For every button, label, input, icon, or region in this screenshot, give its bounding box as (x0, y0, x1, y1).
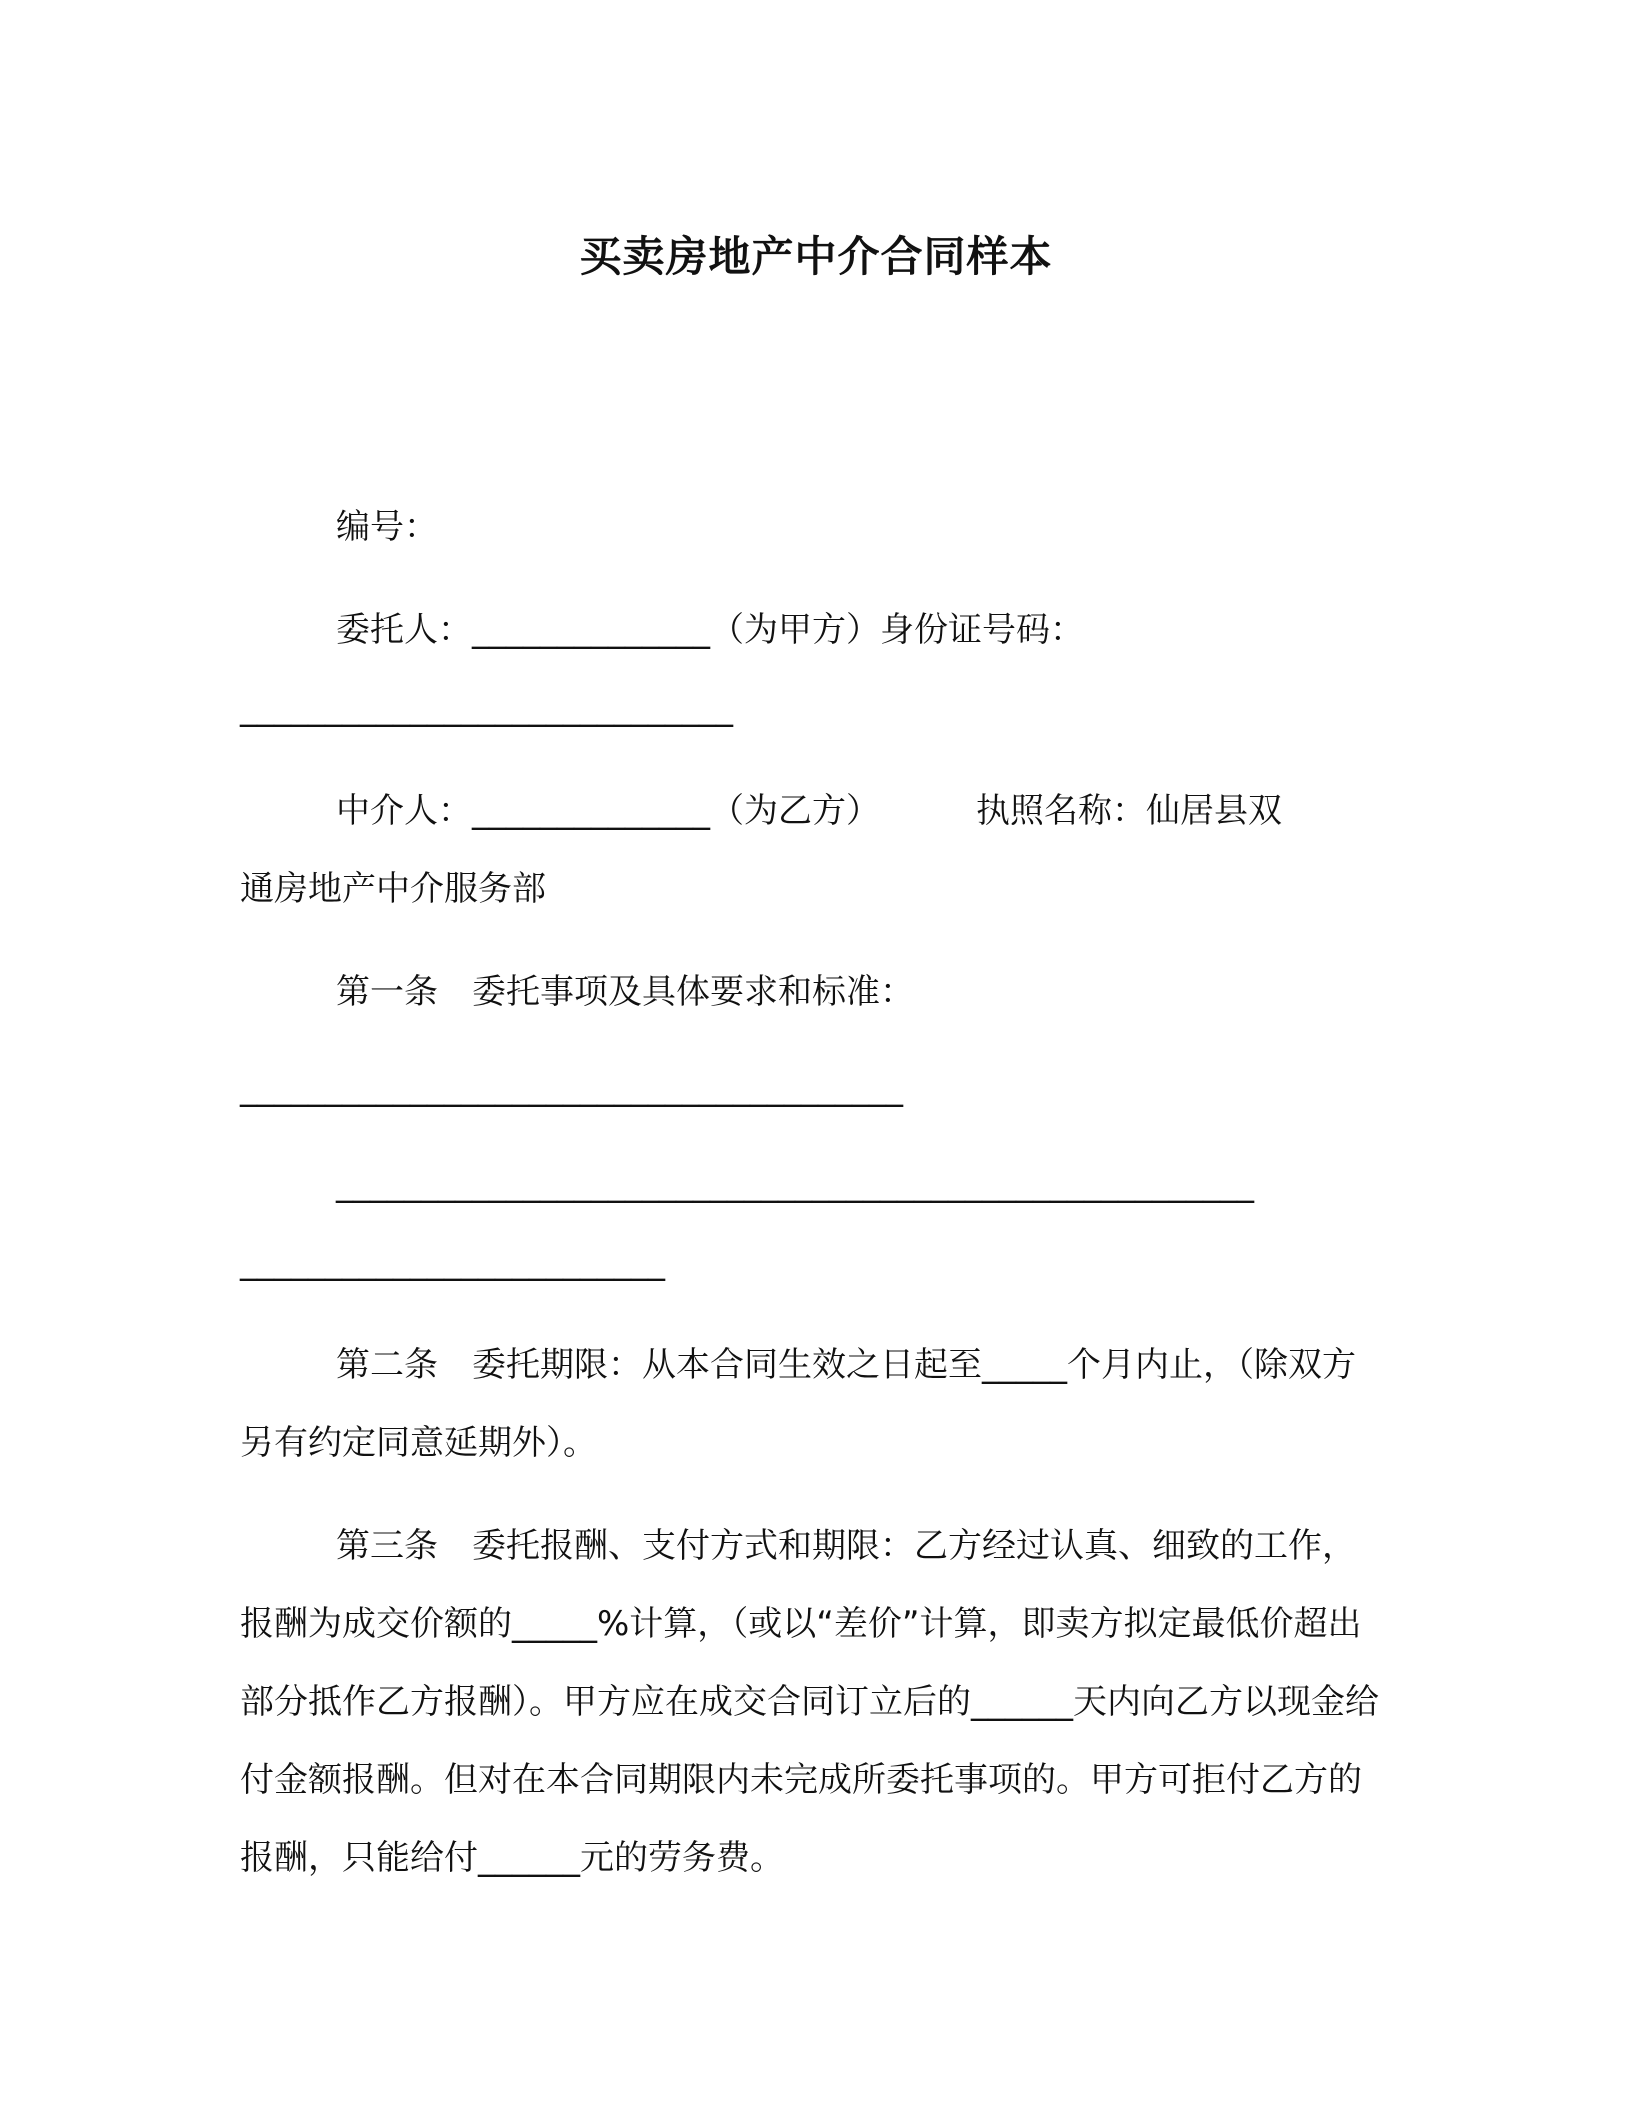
client-id-underline: _____________________________ (240, 688, 733, 728)
article-1-blank-3 (240, 1223, 1380, 1301)
agent-license-label: 执照名称：仙居县双 (976, 791, 1282, 831)
agent-line (240, 772, 1380, 850)
article-2-text: 第二条 委托期限：从本合同生效之日起至_____个月内止，（除双方另有约定同意延期外）。 (240, 1345, 1356, 1463)
article-1-heading: 第一条 委托事项及具体要求和标准： (336, 972, 914, 1012)
article-2 (240, 1326, 1380, 1482)
document-title: 买卖房地产中介合同样本 (579, 232, 1053, 281)
client-id-blank (240, 669, 1380, 747)
article-1-title (240, 953, 1380, 1031)
article-1-underline-3: _________________________ (240, 1242, 665, 1282)
agent-license-name: 通房地产中介服务部 (240, 869, 546, 909)
agent-license-continued (240, 850, 1380, 928)
article-1-blank-2 (240, 1145, 1380, 1223)
client-field: 委托人：______________（为甲方）身份证号码： (336, 610, 1084, 650)
article-1-underline-2: ______________________________________________________ (336, 1164, 1254, 1204)
article-3 (240, 1507, 1380, 1897)
client-line (240, 591, 1380, 669)
article-1-blank-1 (240, 1049, 1380, 1127)
article-3-text: 第三条 委托报酬、支付方式和期限：乙方经过认真、细致的工作，报酬为成交价额的_____%计算，（或以“差价”计算，即卖方拟定最低价超出部分抵作乙方报酬）。甲方应在成交合同订立后的______天内向乙方以现金给付金额报酬。但对在本合同期限内未完成所委托事项的。甲方可拒付乙方的报酬，只能给付______元的劳务费。 (240, 1526, 1379, 1878)
document-body (240, 488, 1380, 1922)
contract-number (240, 488, 1380, 566)
agent-field: 中介人：______________（为乙方） (336, 791, 880, 831)
contract-number-label: 编号： (336, 507, 438, 547)
article-1-underline-1: _______________________________________ (240, 1068, 903, 1108)
